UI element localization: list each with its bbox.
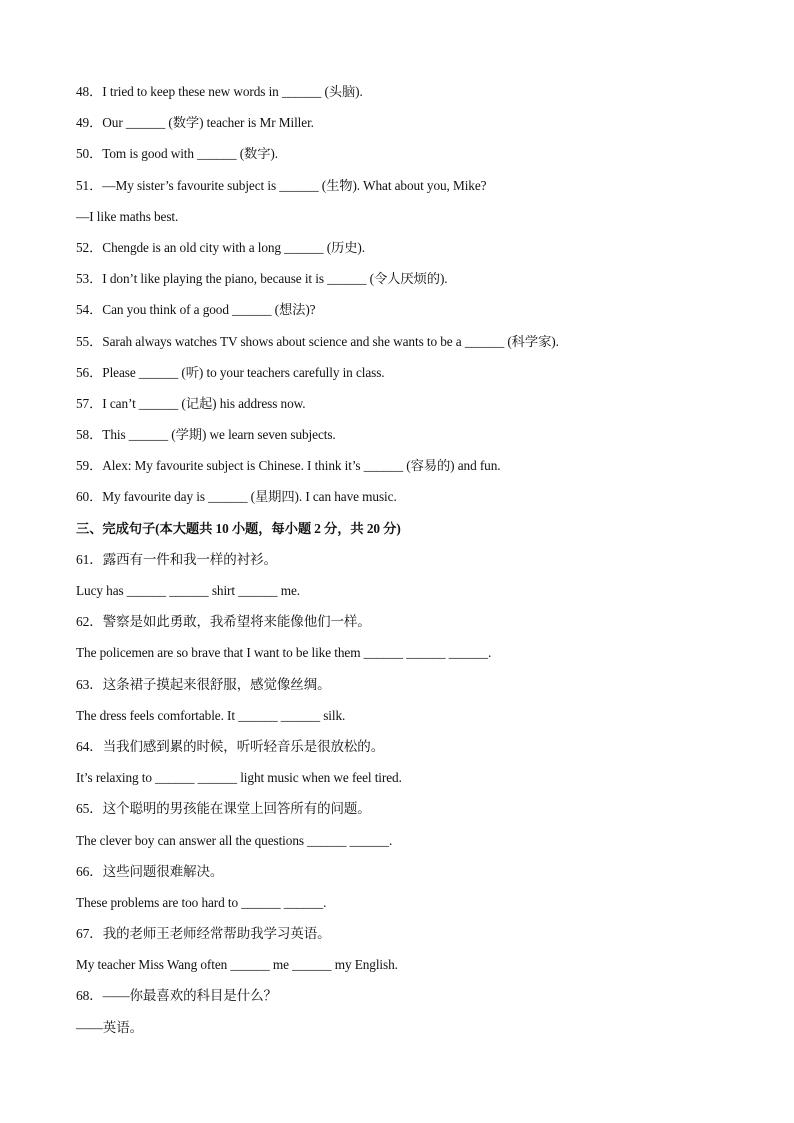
question-line: 52．Chengde is an old city with a long ______ (历史). — [76, 239, 365, 255]
question-line: 68．——你最喜欢的科目是什么？ — [76, 988, 277, 1004]
section-heading: 三、完成句子(本大题共 10 小题，每小题 2 分，共 20 分) — [76, 520, 401, 536]
question-line: 55．Sarah always watches TV shows about science and she wants to be a ______ (科学家). — [76, 333, 559, 349]
question-line: It’s relaxing to ______ ______ light music when we feel tired. — [76, 770, 402, 786]
question-line: 49．Our ______ (数学) teacher is Mr Miller. — [76, 115, 314, 131]
question-line: 62．警察是如此勇敢，我希望将来能像他们一样。 — [76, 614, 371, 630]
question-line: 66．这些问题很难解决。 — [76, 863, 224, 879]
question-line: 48．I tried to keep these new words in ______ (头脑). — [76, 84, 363, 99]
worksheet-page — [76, 78, 756, 1045]
question-line: 58．This ______ (学期) we learn seven subjects. — [76, 427, 336, 443]
question-line: ——英语。 — [76, 1019, 143, 1035]
question-line: 50．Tom is good with ______ (数字). — [76, 146, 278, 162]
question-line: 53．I don’t like playing the piano, because it is ______ (令人厌烦的). — [76, 271, 448, 287]
question-line: 57．I can’t ______ (记起) his address now. — [76, 395, 306, 411]
question-line: The clever boy can answer all the questions ______ ______. — [76, 832, 393, 848]
question-line: 65．这个聪明的男孩能在课堂上回答所有的问题。 — [76, 801, 371, 817]
question-list — [76, 78, 756, 1045]
question-line: 63．这条裙子摸起来很舒服，感觉像丝绸。 — [76, 676, 331, 692]
question-line: My teacher Miss Wang often ______ me ______ my English. — [76, 957, 398, 973]
question-line: 64．当我们感到累的时候，听听轻音乐是很放松的。 — [76, 738, 385, 754]
question-line: 60．My favourite day is ______ (星期四). I can have music. — [76, 489, 397, 505]
question-line: 51．—My sister’s favourite subject is ______ (生物). What about you, Mike? — [76, 177, 487, 193]
question-line: Lucy has ______ ______ shirt ______ me. — [76, 583, 300, 598]
question-line: 61．露西有一件和我一样的衬衫。 — [76, 551, 277, 567]
question-line: 59．Alex: My favourite subject is Chinese. I think it’s ______ (容易的) and fun. — [76, 458, 501, 474]
question-line: —I like maths best. — [76, 208, 179, 224]
question-line: The policemen are so brave that I want to be like them ______ ______ ______. — [76, 645, 492, 661]
question-line: The dress feels comfortable. It ______ ______ silk. — [76, 707, 346, 723]
question-line: 56．Please ______ (听) to your teachers carefully in class. — [76, 364, 385, 380]
question-line: These problems are too hard to ______ ______. — [76, 894, 327, 910]
question-line: 67．我的老师王老师经常帮助我学习英语。 — [76, 926, 331, 942]
question-line: 54．Can you think of a good ______ (想法)? — [76, 302, 316, 318]
